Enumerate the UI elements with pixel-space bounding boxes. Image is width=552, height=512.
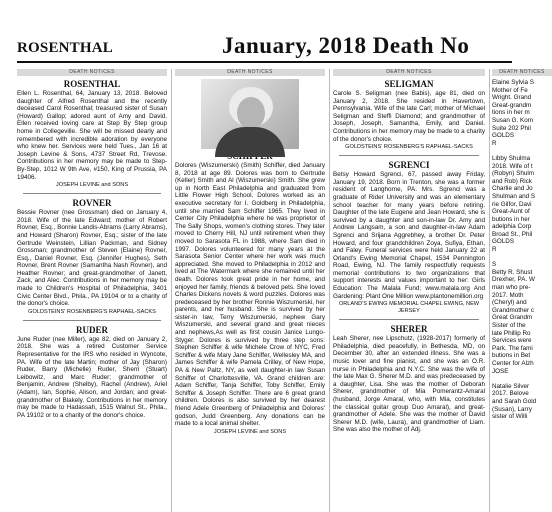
column-3 — [333, 69, 485, 512]
truncated-text-line: tions in her m — [492, 109, 530, 117]
photo-face — [237, 97, 265, 129]
truncated-text-line: Great Grandm — [492, 314, 533, 322]
truncated-obituary-lines — [492, 79, 537, 421]
funeral-home: ORLAND'S EWING MEMORIAL CHAPEL EWING, NEW JERSEY — [338, 301, 480, 315]
truncated-text-line: Broad St., Phil — [492, 230, 533, 238]
divider — [23, 193, 161, 194]
truncated-text-line: (Cheryl) and — [492, 299, 527, 307]
truncated-text-line: Natalie Silver — [492, 382, 530, 390]
portrait-photo — [201, 79, 299, 149]
column-header: DEATH NOTICES — [175, 69, 325, 76]
funeral-home: GOLDSTEINS' ROSENBERG'S RAPHAEL-SACKS — [345, 144, 473, 151]
truncated-text-line: adelphia Corp — [492, 223, 532, 231]
obituary-text: Dolores (Wiszumerski) (Smith) Schiffer, died January 8, 2018 at age 89. Dolores was born to Gertrude (Keller) Smith and Al (Wiszumerski) Smith. She grew up in North East Philadelphia and graduated from Little Flower High School. Dolores worked as an executive secretary for I. Goldberg in Philadelphia, until she married Sam Schiffer 1965. They lived in Center City Philadelphia where he was proprietor of The Sally Shops, women's clothing stores. They later moved to Cherry Hill, NJ until retirement when they moved to Sarasota FL in 1988, where Sam died in 1997. Dolores volunteered for many years at the Sarasota Senior Center where her work was much appreciated. She moved to Philadelphia in 2012 and lived at The Watermark where she remained until her death. Dolores took great pride in her home, and enjoyed her family, friends & beloved pets. She loved Charles Dickens novels & word puzzles. Dolores was predeceased by her brother Ronnie Wiszumerski, her parents, and her husband. She is survived by her sister-in law, Terry Wiszumerski, nephew Gary Wiszumerski, and several grand and great nieces and nephews,As well as first cousin Janice Lungo-Styger. Dolores is survived by three step sons: Stephen Schiffer & wife Michele Crow of NYC, Fred Schiffer & wife Mary Jane Schiffer, Wellesley MA, and James Schiffer & wife Pamela Crilley, of New Hope, PA & New Paltz, NY, as well daughter-in law Susan Schiffer of Charlottesville, VA. Grand children are: Adam Schiffer, Tanja Schiffer, Toby Schiffer, Emily Schiffer & Joseph Schiffer. There are 6 great grand children. Dolores is also survived by her dearest friend Adele Greenberg of Philadelphia and Dolores' godson, Judd Greenberg. Any donations can be made to a local animal shelter. — [175, 162, 325, 428]
truncated-text-line: JOSE — [492, 367, 509, 375]
truncated-text-line: and Sarah Gold — [492, 397, 537, 405]
truncated-text-line: R — [492, 246, 497, 254]
truncated-text-line: Drexher, PA. W — [492, 276, 535, 284]
truncated-text-line: Shulman and S — [492, 192, 536, 200]
column-divider — [329, 69, 330, 512]
obituary-text: June Ruder (nee Miller), age 82, died on January 2, 2018. She was a retired Customer Service Representative for the IRS who resided in Wyncote, PA. Wife of the late Martin; mother of Jay (Sharon) Ruder, Barry (Michelle) Ruder, Sherri (Stuart) Leibowitz, and Marc Ruder; grandmother of Benjamin, Andrew (Shelby), Rachel (Andrew), Ariel (Adam), Ian, Sophie, Alison, and Jordan; and great-grandmother of Blakely. Contributions in her memory may be made to Hadassah, 1515 Walnut St., Phila., PA 19102 or to a charity of the donor's choice. — [17, 335, 167, 419]
truncated-text-line: butions in her — [492, 215, 530, 223]
truncated-text-line — [492, 147, 512, 155]
column-header: DEATH NOTICES — [17, 69, 167, 76]
truncated-text-line: Center for Alzh — [492, 359, 534, 367]
truncated-text-line: (Robyn) Shulm — [492, 170, 534, 178]
truncated-text-line: rie Gilfor, Davi — [492, 200, 532, 208]
top-whitespace — [0, 0, 512, 34]
column-2 — [175, 69, 325, 512]
column-header: DEATH NOTICES — [492, 69, 552, 76]
truncated-text-line: Suite 202 Phil — [492, 124, 531, 132]
funeral-home: JOSEPH LEVINE and SONS — [55, 182, 129, 189]
column-1 — [17, 69, 167, 512]
obituary-text: Leah Sherer, nee Lipschutz, (1928-2017) formerly of Philadelphia, died peacefully, in Bethesda, MD, on December 30, after an extended illness. She was a music lover and fine pianist, and she was an O.R. nurse in Philadelphia and N.Y.C. She was the wife of the late Max G. Sherer M.D. and was predeceased by a daughter, Lisa. She was the mother of Deborah Sherer, grandmother of Mia Pomerantz-Amaral (husband, Jorge Amaral, who, with Mia, constitutes the classical guitar group Duo Amaral), and great-grandmother of Adele. She was the mother of David Sherer M.D. (wife, Laura), and grandmother of Liam. She was also the mother of Adj. — [333, 335, 485, 434]
page-section-name: ROSENTHAL — [17, 40, 113, 56]
header-rule — [17, 61, 512, 63]
divider — [339, 319, 479, 320]
obituary-text: Ellen L. Rosenthal, 64, January 13, 2018. Beloved daughter of Alfred Rosenthal and the recently deceased Carol Rosenthal; treasured sister of Susan (Howard) Gallop; adored aunt of Amy and David. Ellen received loving care at Step By Step group home in Collegeville. She will be missed dearly and remembered with incredible adoration by everyone who knew her. Services were held Tues., Jan 16 at Joseph Levine & Sons, 4737 Street Rd, Trevose. Contributions in her memory may be made to Step-By-Step, 1012 W 9th Ave, #150, King of Prussia, PA 19406. — [17, 90, 167, 181]
truncated-text-line: 2017. Belove — [492, 390, 529, 398]
truncated-text-line: Great-Aunt of — [492, 208, 530, 216]
obituary-name: RUDER — [75, 324, 108, 335]
truncated-text-line: butions in Bet — [492, 352, 531, 360]
truncated-text-line: 2017. Moth — [492, 291, 524, 299]
obituary-name: SELIGMAN — [384, 79, 434, 89]
truncated-text-line: Grandmother c — [492, 306, 534, 314]
truncated-text-line: Charlie and Jo — [492, 185, 533, 193]
truncated-text-line: Sister of the — [492, 322, 526, 329]
truncated-text-line: and Rob) Rick — [492, 177, 532, 185]
truncated-text-line: Betty R. Shust — [492, 268, 533, 276]
divider — [23, 320, 161, 321]
column-divider — [171, 69, 172, 512]
truncated-text-line: man who pre- — [492, 284, 531, 292]
truncated-text-line: R — [492, 139, 497, 147]
obituary-name: ROVNER — [72, 198, 112, 209]
truncated-text-line: Wright. Grand — [492, 94, 532, 102]
obituary-text: Betsy Howard Sgrenci, 67, passed away Friday, January 19, 2018. Born in Trenton, she was a former resident of Langhorne, PA. Mrs. Sgrenci was a graduate of Rider University and was an elementary school teacher for many years before retiring. Daughter of the late Eugene and Jean Howard, she is survived by a daughter and son-in-law Dr. Amy and Andrew Langsam, a son and daughter-in-law Adam Sgrenci and Srijana Aggrebhey, a brother Dr. Peter Howard, and four grandchildren Zoya, Sufiya, Ethan, and Faley. Funeral services were held January 22 at Orland's Ewing Memorial Chapel, 1534 Pennington Road, Ewing, NJ. The family respectfully requests memorial contributions to two organizations that support interests and values important to her: Girls Education: The Malala Fund; www.malala.org And Gardening: Plant One Million www.plantonemillion.org — [333, 171, 485, 300]
truncated-text-line: Mother of Fe — [492, 86, 528, 94]
truncated-text-line: GOLDS — [492, 238, 515, 246]
truncated-text-line — [492, 375, 512, 383]
truncated-text-line: Libby Shulma — [492, 154, 531, 162]
funeral-home: JOSEPH LEVINE and SONS — [213, 428, 287, 435]
truncated-text-line: GOLDS — [492, 132, 515, 140]
obituary-text: Bessie Rovner (nee Grossman) died on January 4, 2018. Wife of the late Edward; mother of Robert Rovner, Esq., Bonnie Landis-Abrams (Larry Abrams), and Howard (Sharon) Rovner, Esq.; sister of the late Gertrude Weinstein, Lillian Packman, and Sidney Grossman; grandmother of Steven (Elaine) Rovner, Esq., Daniel Rovner, Esq. (Jennifer Hughes), Seth Rovner, Brent Rovner (Samantha Nash Rovner), and Heather Rovner; and great-grandmother of Janett, Zack, and Alec. Contributions in her memory may be made to Children's Hospital of Philadelphia, 3401 Civic Center Blvd., Phila., PA 19104 or to a charity of the donor's choice. — [17, 209, 167, 308]
truncated-text-line: Great-grandm — [492, 101, 532, 109]
column-divider — [489, 69, 490, 512]
truncated-text-line: Park. The fami — [492, 344, 533, 352]
truncated-text-line: Susan G. Kom — [492, 116, 533, 124]
truncated-text-line: Services were — [492, 337, 532, 345]
divider — [339, 155, 479, 156]
truncated-text-line: S — [492, 261, 497, 269]
obituary-name: ROSENTHAL — [63, 79, 121, 89]
page-headline: January, 2018 Death No — [222, 33, 470, 58]
obituary-text: Carole S. Seligman (nee Babis), age 81, died on January 2, 2018. She resided in Havertown, Pennsylvania. Wife of the late Carl; mother of Michael Seligman and Steffi Diamond; and grandmother of Joseph, Joseph, Samantha, Emily, and Daniel. Contributions in her memory may be made to a charity of the donor's choice. — [333, 90, 485, 143]
truncated-text-line: 2018. Wife of t — [492, 162, 533, 170]
obituary-name: SGRENCI — [388, 160, 430, 171]
truncated-text-line: late Phillip Ro — [492, 329, 531, 337]
truncated-text-line: sister of Willi — [492, 413, 528, 421]
column-header: DEATH NOTICES — [333, 69, 485, 76]
obituary-name: SHERER — [390, 324, 428, 335]
truncated-text-line: (Susan), Larry — [492, 405, 532, 413]
truncated-text-line — [492, 254, 512, 262]
funeral-home: GOLDSTEINS' ROSENBERG'S RAPHAEL-SACKS — [28, 308, 156, 315]
truncated-text-line: Elaine Sylvia S — [492, 79, 534, 86]
column-4 — [492, 69, 545, 512]
